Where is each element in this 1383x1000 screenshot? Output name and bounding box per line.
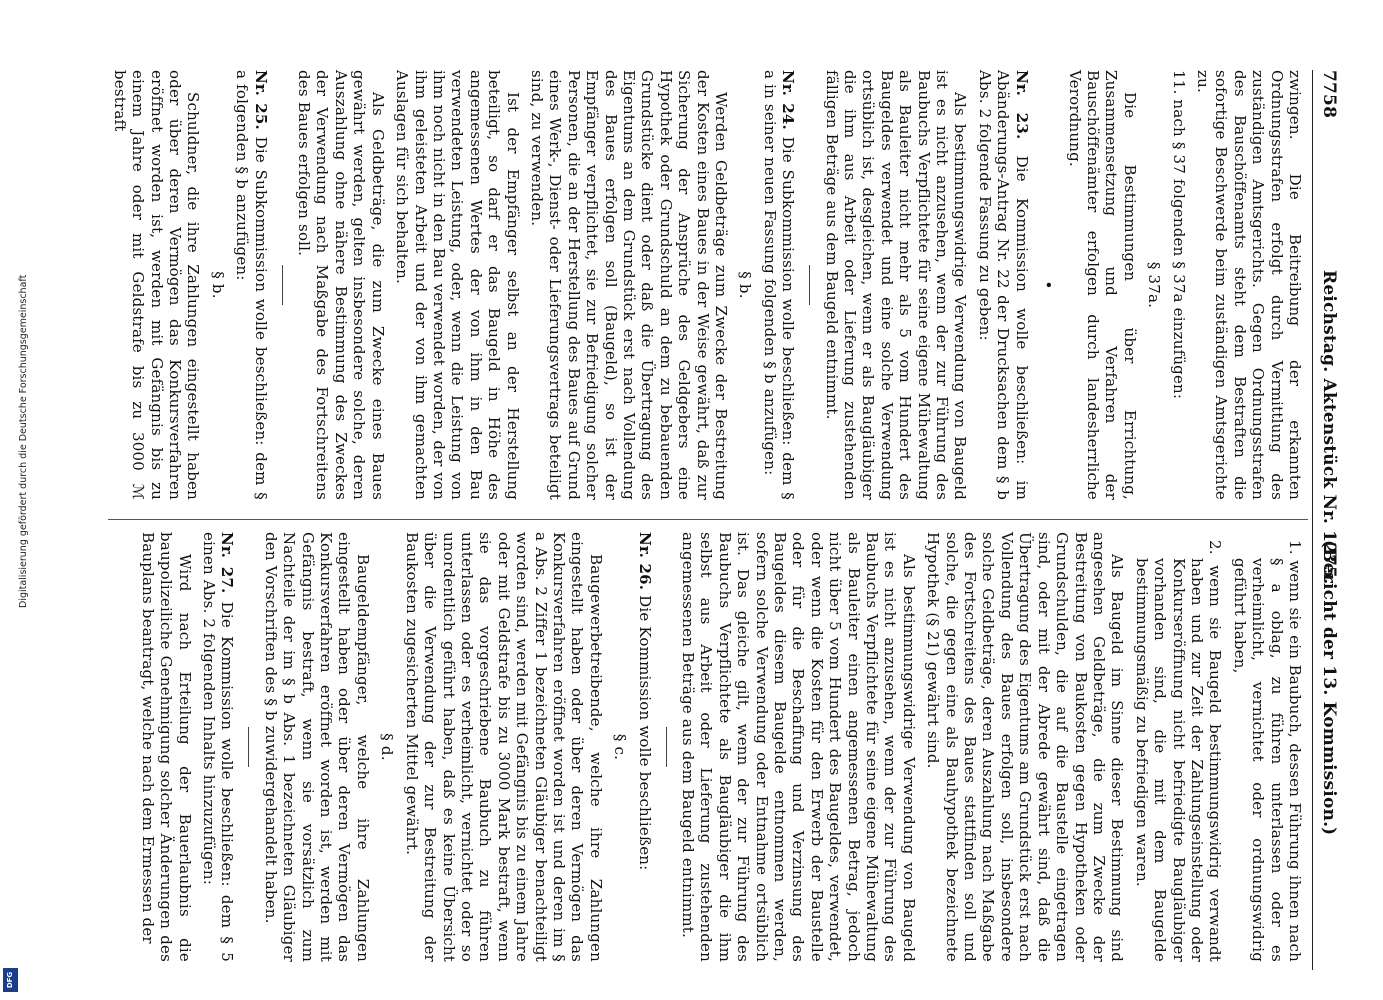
paragraph-sign-heading: § d. (378, 733, 397, 761)
motion-text: Die Subkommission wolle beschließen: dem § a folgenden § b anzufügen: (233, 70, 270, 500)
list-item: 1. wenn sie ein Baubuch, dessen Führung ihnen nach § a oblag, zu führen unterlassen oder es verheimlicht, vernichtet oder ordnungswidrig geführt haben, (1230, 540, 1304, 962)
motion-text: Die Kommission wolle beschließen: (635, 595, 654, 871)
left-column (104, 70, 1304, 500)
motion-paragraph (976, 70, 1031, 500)
body-paragraph: Schuldner, die ihre Zahlungen eingestellt haben oder über deren Vermögen das Konkursverfahren eröffnet worden ist, werden mit Gefängnis bis zu einem Jahre oder mit Geldstrafe bis zu 3000 ℳ bestraft (110, 70, 203, 500)
body-paragraph: Als Geldbeträge, die zum Zwecke eines Baues gewährt werden, gelten insbesondere solche, deren Auszahlung ohne nähere Bestimmung des Zweckes der Verwendung nach Maßgabe des Fortschreitens des Baues erfolgen soll. (295, 70, 387, 500)
section-separator (809, 265, 810, 305)
motion-text: Die Kommission wolle beschließen: im Abänderungs-Antrag Nr. 22 der Drucksachen dem § b Abs. 2 folgende Fassung zu geben: (975, 70, 1031, 500)
motion-text: Die Subkommission wolle beschließen: dem § a in seiner neuen Fassung folgenden § b anzufügen: (760, 70, 798, 500)
body-paragraph: Ist der Empfänger selbst an der Herstellung beteiligt, so darf er das Baugeld in Höhe des angemessenen Wertes der von ihm in den Bau verwendeten Leistung, oder, wenn die Leistung von ihm noch nicht in den Bau verwendet worden, der von ihm geleisteten Arbeit und der von ihm gemachten Auslagen für sich behalten. (393, 70, 522, 500)
paragraph-sign-heading: § b. (736, 271, 755, 299)
rotated-page-content (100, 70, 1340, 970)
body-paragraph: Die Bestimmungen über Errichtung, Zusammensetzung und Verfahren der Bauschöffenämter erfolgen durch landesherrliche Verordnung. (1065, 70, 1139, 500)
motion-number: Nr. 23. (1012, 70, 1031, 140)
paragraph-sign-heading: § c. (611, 733, 630, 761)
motion-paragraph (635, 532, 653, 962)
digitization-sidebar (0, 0, 29, 1000)
dfg-logo-text: DFG (6, 971, 15, 989)
motion-paragraph (760, 70, 797, 500)
dfg-logo (3, 968, 18, 992)
body-paragraph: Werden Geldbeträge zum Zwecke der Bestreitung der Kosten eines Baues in der Weise gewährt, daß zur Sicherung der Ansprüche des Geldgebers eine Hypothek oder Grundschuld an dem zu bebauenden Grundstücke dient oder daß die Übertragung des Eigentums an dem Grundstück erst nach Vollendung des Baues erfolgen soll (Baugeld), so ist der Empfänger verpflichtet, sie zur Befriedigung solcher Personen, die an der Herstellung des Baues auf Grund eines Werk-, Dienst- oder Lieferungsvertrags beteiligt sind, zu verwenden. (527, 70, 731, 500)
body-paragraph: 11. nach § 37 folgenden § 37a einzufügen: (1169, 70, 1188, 400)
motion-number: Nr. 25. (251, 70, 270, 130)
section-dot: • (1039, 280, 1058, 290)
body-paragraph: Baugewerbetreibende, welche ihre Zahlungen eingestellt haben oder über deren Vermögen das Konkursverfahren eröffnet worden ist und deren im § a Abs. 2 Ziffer 1 bezeichneten Gläubiger benachteiligt worden sind, werden mit Gefängnis bis zu einem Jahre oder mit Geldstrafe bis zu 3000 Mark bestraft, wenn sie das vorgeschriebene Baubuch zu führen unterlassen oder es verheimlicht, vernichtet oder so unordentlich geführt haben, daß es keine Übersicht über die Verwendung der zur Bestreitung der Baukosten zugesicherten Mittel gewährt. (402, 532, 605, 962)
motion-paragraph (233, 70, 270, 500)
motion-number: Nr. 27. (218, 532, 237, 594)
motion-paragraph (200, 532, 237, 962)
section-separator (666, 727, 667, 767)
column-separator (108, 519, 1308, 520)
page-title: Reichstag. Aktenstück Nr. 1275. (1319, 270, 1339, 585)
body-paragraph: Als bestimmungswidrige Verwendung von Baugeld ist es nicht anzusehen, wenn der zur Führung des Baubuchs Verpflichtete für seine eigene Mühewaltung als Bauleiter nicht mehr als 5 vom Hundert des Baugeldes verwendet und eine solche Verwendung ortsüblich ist, desgleichen, wenn er als Baugläubiger die ihm aus Arbeit oder Lieferung zustehenden fälligen Beträge aus dem Baugeld entnimmt. (822, 70, 970, 500)
body-paragraph: Als Baugeld im Sinne dieser Bestimmung sind angesehen Geldbeträge, die zum Zwecke der Bestreitung von Baukosten gegen Hypotheken oder Grundschulden, die auf die Baustelle eingetragen sind, oder mit der Abrede gewährt sind, daß die Übertragung des Eigentums am Grundstück erst nach Vollendung des Baues erfolgen soll, insbesondere solche Geldbeträge, deren Auszahlung nach Maßgabe des Fortschreitens des Baues stattfinden soll und solche, die gegen eine als Bauhypothek bezeichnete Hypothek (§ 21) gewährt sind. (924, 532, 1127, 962)
page-subtitle: (Bericht der 13. Kommission.) (1319, 540, 1339, 836)
motion-number: Nr. 26. (635, 532, 654, 591)
list-item: 2. wenn sie Baugeld bestimmungswidrig verwandt haben und zur Zeit der Zahlungseinstellung oder Konkurseröffnung nicht befriedigte Baugläubiger vorhanden sind, die mit dem Baugelde bestimmungsmäßig zu befriedigen waren. (1132, 540, 1225, 962)
paragraph-sign-heading: § 37a. (1145, 261, 1164, 309)
body-paragraph: Wird nach Erteilung der Bauerlaubnis die baupolizeiliche Genehmigung solcher Änderungen des Bauplans beantragt, welche nach dem Ermessen der (138, 532, 194, 962)
section-separator (248, 727, 249, 767)
body-paragraph: Als bestimmungswidrige Verwendung von Baugeld ist es nicht anzusehen, wenn der zur Führung des Baubuchs Verpflichtete für seine eigene Mühewaltung als Bauleiter einen angemessenen Betrag, jedoch nicht über 5 vom Hundert des Baugeldes, verwendet, oder wenn die Kosten für den Erwerb der Baustelle oder für die Beschaffung und Verzinsung des Baugeldes diesem Baugelde entnommen werden, sofern solche Verwendung oder Entnahme ortsüblich ist. Das gleiche gilt, wenn der zur Führung des Baubuchs Verpflichtete als Baugläubiger die ihm selbst aus Arbeit oder Lieferung zustehenden angemessenen Beträge aus dem Baugeld entnimmt. (679, 532, 918, 962)
motion-text: Die Kommission wolle beschließen: dem § 5 einen Abs. 2 folgenden Inhalts hinzuzufügen: (200, 532, 237, 962)
digitization-credit: Digitalisierung gefördert durch die Deutsche Forschungsgemeinschaft (18, 274, 29, 608)
body-paragraph: zwingen. Die Beitreibung der erkannten Ordnungsstrafen erfolgt durch Vermittlung des zuständigen Amtsgerichts. Gegen Ordnungsstrafen des Bauschöffenamts steht dem Bestraften die sofortige Beschwerde beim zuständigen Amtsgerichte zu. (1193, 70, 1304, 500)
right-column (132, 532, 1304, 962)
header-rule (1312, 70, 1313, 970)
paragraph-sign-heading: § b. (208, 271, 227, 299)
motion-number: Nr. 24. (779, 70, 798, 130)
body-paragraph: Baugeldempfänger, welche ihre Zahlungen eingestellt haben oder über deren Vermögen das Konkursverfahren eröffnet worden ist, werden mit Gefängnis bestraft, wenn sie vorsätzlich zum Nachteile der im § b Abs. 1 bezeichneten Gläubiger den Vorschriften des § b zuwidergehandelt haben. (261, 532, 372, 962)
section-separator (282, 265, 283, 305)
page-number: 7758 (1319, 70, 1339, 119)
page-header (1314, 70, 1340, 970)
